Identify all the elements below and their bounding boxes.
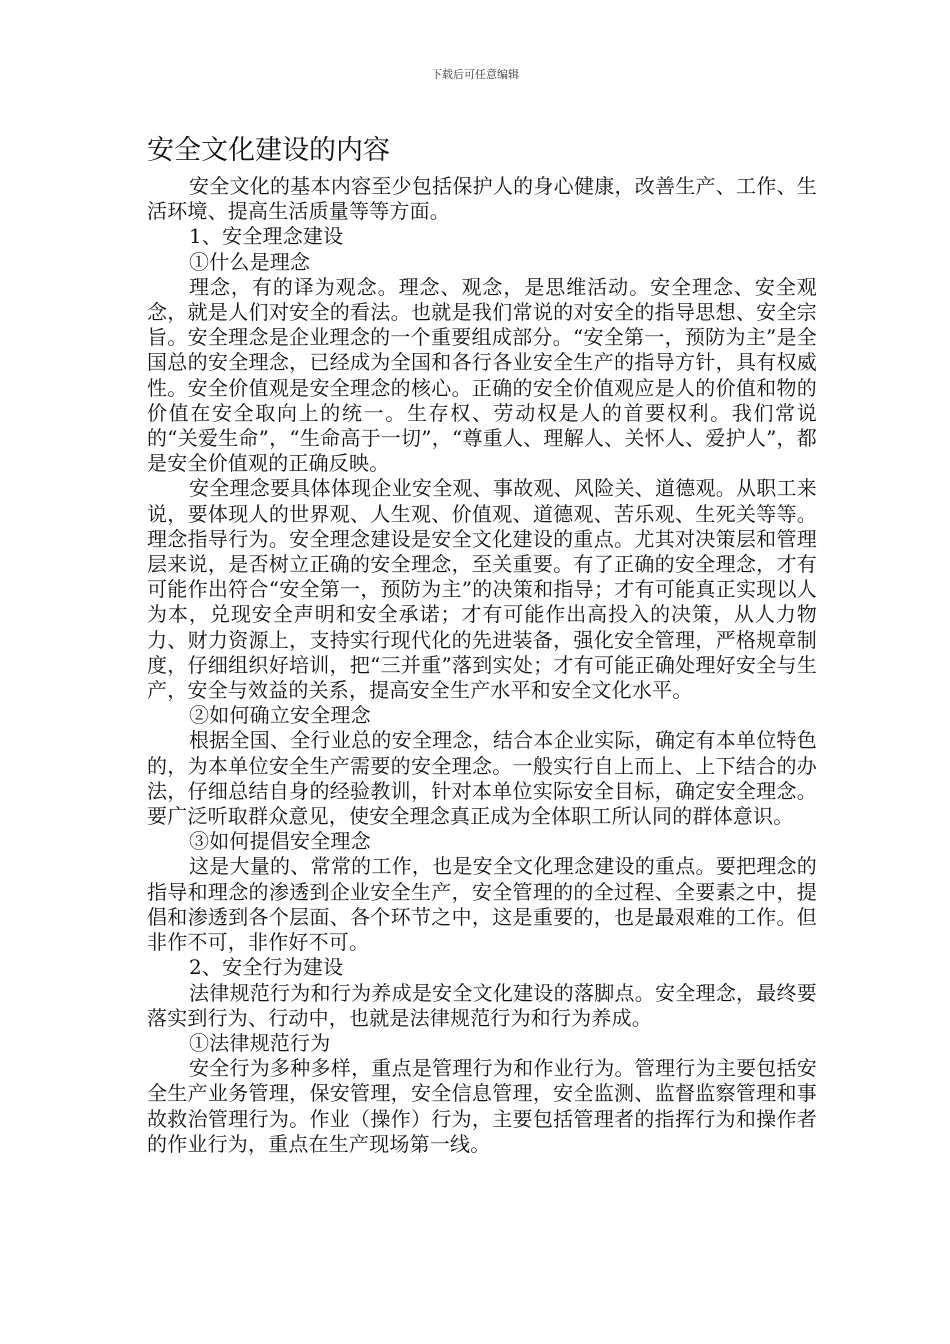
page-header-note: 下载后可任意编辑 <box>431 68 519 81</box>
paragraph-establish-concept: 根据全国、全行业总的安全理念，结合本企业实际，确定有本单位特色的，为本单位安全生产需要的安全理念。一般实行自上而上、上下结合的办法，仔细总结自身的经验教训，针对本单位实际安全目标，确定安全理念。要广泛听取群众意见，使安全理念真正成为全体职工所认同的群体意识。 <box>147 728 817 829</box>
document-body <box>147 174 817 1157</box>
paragraph-promote-concept: 这是大量的、常常的工作，也是安全文化理念建设的重点。要把理念的指导和理念的渗透到企业安全生产，安全管理的的全过程、全要素之中，提倡和渗透到各个层面、各个环节之中，这是重要的，也是最艰难的工作。但非作不可，非作好不可。 <box>147 854 817 955</box>
subsection-heading-1-1: ①什么是理念 <box>189 249 311 274</box>
section-heading-1: 1、安全理念建设 <box>189 224 344 249</box>
paragraph-behavior-intro: 法律规范行为和行为养成是安全文化建设的落脚点。安全理念，最终要落实到行为、行动中，也就是法律规范行为和行为养成。 <box>147 980 817 1030</box>
subsection-heading-2-1: ①法律规范行为 <box>189 1030 331 1055</box>
section-heading-2: 2、安全行为建设 <box>189 955 344 980</box>
subsection-heading-1-2: ②如何确立安全理念 <box>189 703 371 728</box>
paragraph-what-is-concept: 理念，有的译为观念。理念、观念，是思维活动。安全理念、安全观念，就是人们对安全的看法。也就是我们常说的对安全的指导思想、安全宗旨。安全理念是企业理念的一个重要组成部分。“安全第一，预防为主”是全国总的安全理念，已经成为全国和各行各业安全生产的指导方针，具有权威性。安全价值观是安全理念的核心。正确的安全价值观应是人的价值和物的价值在安全取向上的统一。生存权、劳动权是人的首要权利。我们常说的“关爱生命”，“生命高于一切”，“尊重人、理解人、关怀人、爱护人”，都是安全价值观的正确反映。 <box>147 274 817 476</box>
paragraph-concept-embodiment: 安全理念要具体体现企业安全观、事故观、风险关、道德观。从职工来说，要体现人的世界观、人生观、价值观、道德观、苦乐观、生死关等等。理念指导行为。安全理念建设是安全文化建设的重点。尤其对决策层和管理层来说，是否树立正确的安全理念，至关重要。有了正确的安全理念，才有可能作出符合“安全第一，预防为主”的决策和指导；才有可能真正实现以人为本，兑现安全声明和安全承诺；才有可能作出高投入的决策，从人力物力、财力资源上，支持实行现代化的先进装备，强化安全管理，严格规章制度，仔细组织好培训，把“三并重”落到实处；才有可能正确处理好安全与生产，安全与效益的关系，提高安全生产水平和安全文化水平。 <box>147 476 817 703</box>
paragraph-behavior-norms: 安全行为多种多样，重点是管理行为和作业行为。管理行为主要包括安全生产业务管理，保安管理，安全信息管理，安全监测、监督监察管理和事故救治管理行为。作业（操作）行为，主要包括管理者的指挥行为和操作者的作业行为，重点在生产现场第一线。 <box>147 1056 817 1156</box>
paragraph-intro: 安全文化的基本内容至少包括保护人的身心健康，改善生产、工作、生活环境、提高生活质量等等方面。 <box>147 174 817 224</box>
subsection-heading-1-3: ③如何提倡安全理念 <box>189 829 371 854</box>
document-title: 安全文化建设的内容 <box>147 135 390 166</box>
